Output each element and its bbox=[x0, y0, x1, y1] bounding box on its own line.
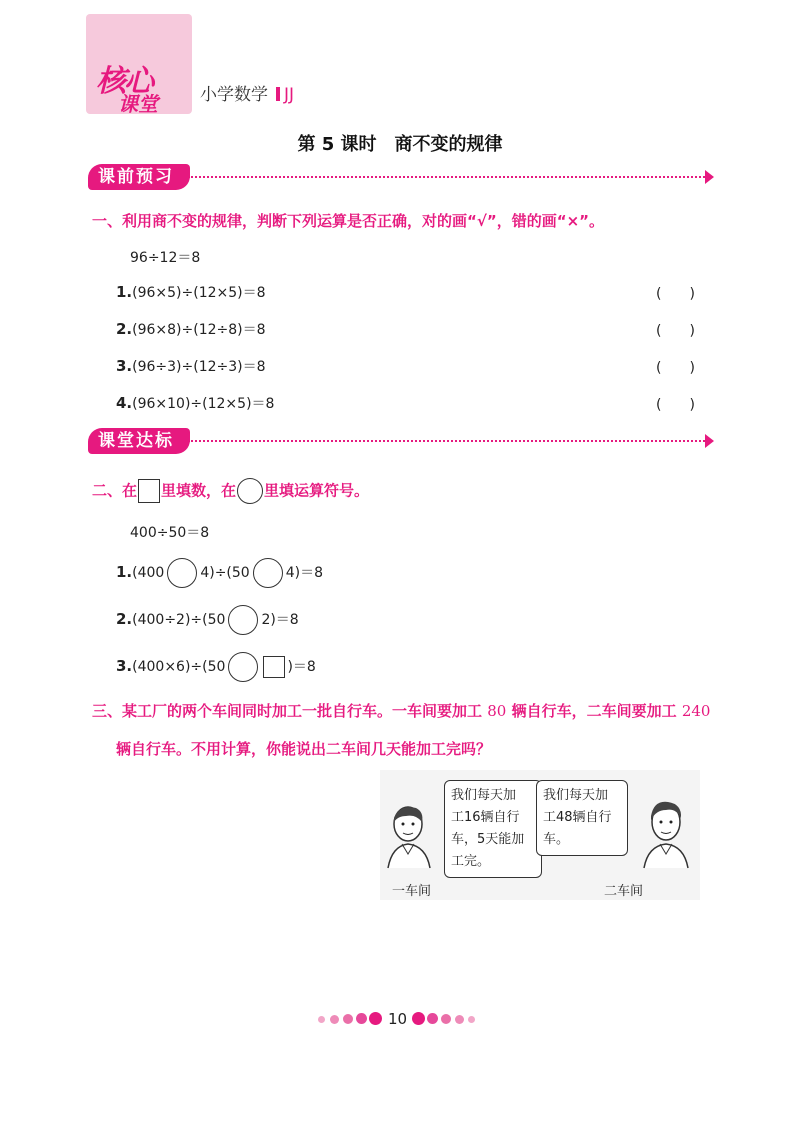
bubble-line: 车。 bbox=[543, 832, 570, 847]
q2-text-suffix: 里填运算符号。 bbox=[264, 481, 370, 500]
q2-item-3 bbox=[116, 652, 316, 682]
banner-label: 课前预习 bbox=[88, 164, 190, 190]
item-expression: (96×5)÷(12×5)＝8 bbox=[132, 285, 266, 301]
expr-part: 2)＝8 bbox=[261, 612, 299, 628]
item-number: 1. bbox=[116, 283, 133, 301]
edition-code: JJ bbox=[284, 85, 295, 105]
speech-bubble-left bbox=[444, 780, 542, 878]
bubble-line: 我们每天加 bbox=[543, 788, 609, 803]
logo-text-bottom: 课堂 bbox=[118, 92, 158, 116]
item-expression: (96×8)÷(12÷8)＝8 bbox=[132, 322, 266, 338]
bubble-line: 工完。 bbox=[451, 854, 491, 869]
q3-text-a: 三、某工厂的两个车间同时加工一批自行车。一车间要加工 bbox=[92, 702, 483, 720]
section-banner-preview bbox=[88, 164, 708, 192]
decorative-dot bbox=[441, 1014, 451, 1024]
decorative-dot bbox=[343, 1014, 353, 1024]
arrow-icon bbox=[705, 170, 714, 184]
lesson-title: 第 5 课时 商不变的规律 bbox=[297, 134, 503, 155]
expr-part: (400 bbox=[132, 565, 165, 581]
section-banner-practice bbox=[88, 428, 708, 456]
operator-circle-blank[interactable] bbox=[167, 558, 197, 588]
circle-icon bbox=[237, 478, 263, 504]
arrow-icon bbox=[705, 434, 714, 448]
item-number: 3. bbox=[116, 657, 133, 675]
decorative-dot bbox=[318, 1016, 325, 1023]
logo-text-top: 核心 bbox=[96, 64, 152, 99]
answer-blank-3[interactable]: ( ) bbox=[656, 360, 695, 376]
bubble-line: 我们每天加 bbox=[451, 788, 517, 803]
item-number: 4. bbox=[116, 394, 133, 412]
q2-text-mid: 里填数，在 bbox=[161, 481, 237, 500]
item-number: 3. bbox=[116, 357, 133, 375]
answer-blank-4[interactable]: ( ) bbox=[656, 397, 695, 413]
decorative-dot bbox=[412, 1012, 425, 1025]
q1-item-2 bbox=[116, 319, 266, 339]
subject-label bbox=[200, 80, 294, 105]
item-number: 1. bbox=[116, 563, 133, 581]
banner-dotted-line bbox=[188, 440, 708, 442]
q1-item-3 bbox=[116, 356, 266, 376]
decorative-dot bbox=[455, 1015, 464, 1024]
q2-item-1 bbox=[116, 558, 323, 588]
worker-right-illustration bbox=[636, 796, 696, 870]
square-box-icon bbox=[138, 479, 160, 503]
caption-workshop-2: 二车间 bbox=[604, 884, 644, 899]
expr-part: (400×6)÷(50 bbox=[132, 659, 226, 675]
answer-blank-1[interactable]: ( ) bbox=[656, 286, 695, 302]
decorative-dot bbox=[356, 1013, 367, 1024]
banner-dotted-line bbox=[188, 176, 708, 178]
question-1-title: 一、利用商不变的规律，判断下列运算是否正确，对的画“√”，错的画“×”。 bbox=[92, 212, 605, 230]
q3-text-b: 辆自行车，二车间要加工 bbox=[511, 702, 677, 720]
item-expression: (96×10)÷(12×5)＝8 bbox=[132, 396, 275, 412]
decorative-dot bbox=[427, 1013, 438, 1024]
q1-item-4 bbox=[116, 393, 274, 413]
expr-part: 4)＝8 bbox=[285, 565, 323, 581]
given-equation-1: 96÷12＝8 bbox=[130, 250, 201, 266]
item-number: 2. bbox=[116, 320, 133, 338]
question-2-title bbox=[92, 478, 369, 504]
operator-circle-blank[interactable] bbox=[253, 558, 283, 588]
subject-name: 小学数学 bbox=[200, 85, 268, 105]
caption-workshop-1: 一车间 bbox=[392, 884, 432, 899]
question-3-line-1 bbox=[92, 700, 710, 721]
question-3-line-2: 辆自行车。不用计算，你能说出二车间几天能加工完吗？ bbox=[116, 740, 492, 758]
q3-number-240: 240 bbox=[681, 702, 711, 720]
expr-part: (400÷2)÷(50 bbox=[132, 612, 226, 628]
given-equation-2: 400÷50＝8 bbox=[130, 525, 210, 541]
banner-label: 课堂达标 bbox=[88, 428, 190, 454]
speech-bubble-right bbox=[536, 780, 628, 856]
expr-part: )＝8 bbox=[287, 659, 316, 675]
q1-item-1 bbox=[116, 282, 266, 302]
operator-circle-blank[interactable] bbox=[228, 652, 258, 682]
item-number: 2. bbox=[116, 610, 133, 628]
decorative-dot bbox=[330, 1015, 339, 1024]
worker-left-illustration bbox=[382, 800, 442, 870]
bubble-line: 工16辆自行 bbox=[451, 810, 520, 825]
q2-item-2 bbox=[116, 605, 299, 635]
number-square-blank[interactable] bbox=[263, 656, 285, 678]
q3-number-80: 80 bbox=[487, 702, 507, 720]
decorative-dot bbox=[468, 1016, 475, 1023]
q2-text-prefix: 二、在 bbox=[92, 481, 138, 500]
bubble-line: 车，5天能加 bbox=[451, 832, 525, 847]
item-expression: (96÷3)÷(12÷3)＝8 bbox=[132, 359, 266, 375]
decorative-dot bbox=[369, 1012, 382, 1025]
page-number: 10 bbox=[388, 1010, 408, 1028]
bubble-line: 工48辆自行 bbox=[543, 810, 612, 825]
answer-blank-2[interactable]: ( ) bbox=[656, 323, 695, 339]
expr-part: 4)÷(50 bbox=[200, 565, 250, 581]
operator-circle-blank[interactable] bbox=[228, 605, 258, 635]
divider-bar bbox=[276, 87, 280, 101]
